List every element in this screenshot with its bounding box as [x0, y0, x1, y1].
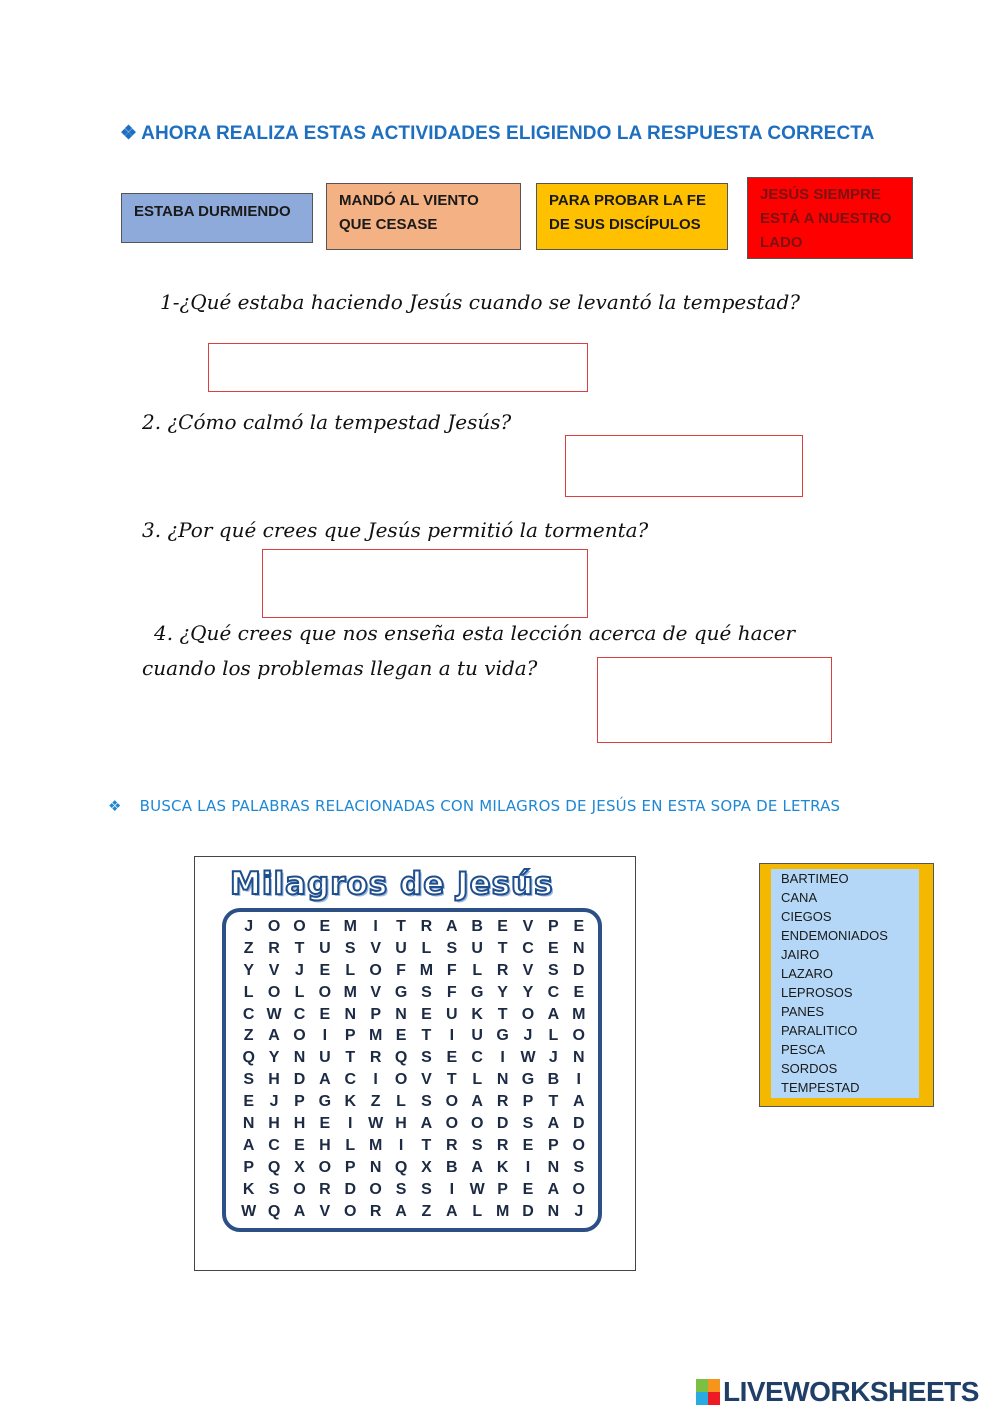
grid-letter[interactable]: A [446, 1202, 458, 1220]
grid-letter[interactable]: S [395, 1180, 407, 1198]
grid-letter[interactable]: S [522, 1115, 534, 1133]
grid-letter[interactable]: N [572, 939, 585, 957]
question-3: 3. ¿Por qué crees que Jesús permitió la tormenta? [142, 518, 649, 542]
grid-letter[interactable]: Y [497, 983, 508, 1001]
grid-letter[interactable]: N [344, 1005, 357, 1023]
grid-letter[interactable]: Y [522, 983, 534, 1001]
grid-letter[interactable]: A [242, 1136, 255, 1154]
grid-letter[interactable]: J [269, 1093, 279, 1111]
grid-letter[interactable]: A [293, 1202, 306, 1220]
grid-letter[interactable]: A [471, 1158, 483, 1176]
grid-letter[interactable]: T [345, 1049, 356, 1067]
grid-letter[interactable]: S [421, 983, 432, 1001]
logo-square [708, 1392, 720, 1405]
grid-letter[interactable]: H [395, 1115, 407, 1133]
liveworksheets-brand [696, 1376, 979, 1408]
grid-letter[interactable]: H [268, 1115, 280, 1133]
grid-letter[interactable]: N [572, 1049, 585, 1067]
grid-letter[interactable]: R [446, 1136, 458, 1154]
grid-letter[interactable]: D [522, 1202, 534, 1220]
grid-letter[interactable]: S [421, 1093, 432, 1111]
grid-letter[interactable]: L [472, 961, 483, 979]
grid-letter[interactable]: O [267, 918, 281, 935]
grid-letter[interactable]: B [471, 918, 483, 935]
wordsearch-title: Milagros de Jesús [230, 866, 554, 902]
grid-letter[interactable]: I [373, 1071, 378, 1089]
grid-letter[interactable]: R [420, 918, 433, 935]
diamond-bullet-icon: ❖ [120, 123, 138, 144]
logo-square [696, 1379, 708, 1392]
answer-drop-zone-2[interactable] [565, 435, 803, 497]
grid-letter[interactable]: G [318, 1093, 332, 1111]
grid-letter[interactable]: O [344, 1202, 357, 1220]
grid-letter[interactable]: Z [370, 1093, 381, 1111]
grid-letter[interactable]: Z [421, 1202, 432, 1220]
grid-letter[interactable]: V [522, 918, 534, 935]
grid-letter[interactable]: B [547, 1071, 560, 1089]
grid-letter[interactable]: E [319, 918, 331, 935]
answer-option-1[interactable] [121, 193, 313, 243]
wordlist-item: PESCA [781, 1042, 826, 1057]
grid-letter[interactable]: Q [394, 1158, 408, 1176]
grid-letter[interactable]: O [318, 1158, 332, 1176]
grid-letter[interactable]: A [547, 1005, 560, 1023]
grid-letter[interactable]: L [396, 1093, 406, 1111]
answer-option-4[interactable] [747, 177, 913, 259]
grid-letter[interactable]: P [548, 918, 559, 935]
grid-letter[interactable]: S [573, 1158, 585, 1176]
grid-letter[interactable]: L [345, 961, 356, 979]
grid-letter[interactable]: C [522, 939, 534, 957]
grid-letter[interactable]: N [242, 1115, 255, 1133]
grid-letter[interactable]: G [394, 983, 408, 1001]
grid-letter[interactable]: A [319, 1071, 331, 1089]
answer-drop-zone-3[interactable] [262, 549, 588, 618]
grid-letter[interactable]: Z [243, 1027, 254, 1045]
grid-letter[interactable]: F [396, 961, 406, 979]
grid-letter[interactable]: E [243, 1093, 255, 1111]
grid-letter[interactable]: U [471, 939, 483, 957]
grid-letter[interactable]: P [370, 1005, 381, 1023]
grid-letter[interactable]: S [548, 961, 559, 979]
option-line: QUE CESASE [339, 216, 438, 233]
grid-letter[interactable]: L [294, 983, 305, 1001]
grid-letter[interactable]: Y [243, 961, 255, 979]
logo-square [708, 1379, 720, 1392]
grid-letter[interactable]: T [497, 939, 508, 957]
grid-letter[interactable]: X [421, 1158, 432, 1176]
grid-letter[interactable]: P [344, 1027, 356, 1045]
grid-letter[interactable]: O [445, 1093, 459, 1111]
wordlist-item: JAIRO [781, 947, 820, 962]
grid-letter[interactable]: I [322, 1027, 328, 1045]
grid-letter[interactable]: P [497, 1180, 508, 1198]
grid-letter[interactable]: F [446, 961, 457, 979]
grid-letter[interactable]: Z [243, 939, 254, 957]
activities-heading-text: AHORA REALIZA ESTAS ACTIVIDADES ELIGIENDO LA RESPUESTA CORRECTA [141, 123, 875, 144]
grid-letter[interactable]: M [572, 1005, 586, 1023]
grid-letter[interactable]: A [420, 1115, 433, 1133]
grid-letter[interactable]: V [370, 939, 381, 957]
grid-letter[interactable]: S [344, 939, 356, 957]
grid-letter[interactable]: O [394, 1071, 408, 1089]
option-line: LADO [760, 234, 803, 251]
grid-letter[interactable]: K [471, 1005, 483, 1023]
grid-letter[interactable]: Q [267, 1158, 281, 1176]
grid-letter[interactable]: U [319, 1049, 331, 1067]
grid-letter[interactable]: E [573, 918, 585, 935]
grid-letter[interactable]: L [421, 939, 432, 957]
grid-letter[interactable]: O [470, 1115, 484, 1133]
grid-letter[interactable]: V [268, 961, 280, 979]
grid-letter[interactable]: D [572, 1115, 585, 1133]
grid-letter[interactable]: A [268, 1027, 280, 1045]
grid-letter[interactable]: T [497, 1005, 508, 1023]
grid-letter[interactable]: A [547, 1180, 560, 1198]
grid-letter[interactable]: I [348, 1115, 353, 1133]
grid-letter[interactable]: E [319, 1115, 331, 1133]
wordsearch-heading [108, 797, 840, 815]
grid-letter[interactable]: L [472, 1202, 483, 1220]
grid-letter[interactable]: P [294, 1093, 305, 1111]
grid-letter[interactable]: L [472, 1071, 483, 1089]
grid-letter[interactable]: C [293, 1005, 306, 1023]
grid-letter[interactable]: A [547, 1115, 560, 1133]
grid-letter[interactable]: O [572, 1136, 585, 1154]
grid-letter[interactable]: I [449, 1180, 455, 1198]
grid-letter[interactable]: E [522, 1136, 534, 1154]
answer-drop-zone-4[interactable] [597, 657, 832, 743]
grid-letter[interactable]: G [521, 1071, 535, 1089]
answer-option-3[interactable] [536, 183, 728, 250]
grid-letter[interactable]: U [319, 939, 331, 957]
grid-letter[interactable]: Q [394, 1049, 408, 1067]
grid-letter[interactable]: I [449, 1027, 455, 1045]
grid-letter[interactable]: N [547, 1158, 560, 1176]
grid-letter[interactable]: K [344, 1093, 357, 1111]
question-1: 1-¿Qué estaba haciendo Jesús cuando se levantó la tempestad? [160, 290, 800, 314]
grid-letter[interactable]: V [522, 961, 534, 979]
grid-letter[interactable]: V [370, 983, 381, 1001]
grid-letter[interactable]: P [243, 1158, 255, 1176]
option-line: ESTÁ A NUESTRO [760, 210, 892, 227]
grid-letter[interactable]: L [243, 983, 254, 1001]
grid-letter[interactable]: J [295, 961, 304, 979]
grid-letter[interactable]: I [576, 1071, 581, 1089]
grid-letter[interactable]: C [344, 1071, 357, 1089]
option-line: DE SUS DISCÍPULOS [549, 216, 701, 233]
grid-letter[interactable]: C [547, 983, 560, 1001]
wordlist-item: PANES [781, 1004, 825, 1019]
grid-letter[interactable]: E [522, 1180, 534, 1198]
grid-letter[interactable]: I [525, 1158, 531, 1176]
grid-letter[interactable]: A [471, 1093, 483, 1111]
wordsearch-grid[interactable] [236, 916, 592, 1222]
option-line: MANDÓ AL VIENTO [339, 192, 479, 209]
grid-letter[interactable]: J [523, 1027, 533, 1045]
answer-drop-zone-1[interactable] [208, 343, 588, 392]
grid-letter[interactable]: E [446, 1049, 458, 1067]
grid-letter[interactable]: E [497, 918, 508, 935]
grid-letter[interactable]: G [470, 983, 484, 1001]
grid-letter[interactable]: O [318, 983, 332, 1001]
grid-letter[interactable]: N [369, 1158, 382, 1176]
grid-letter[interactable]: U [471, 1027, 483, 1045]
grid-letter[interactable]: N [547, 1202, 560, 1220]
wordsearch-heading-text: BUSCA LAS PALABRAS RELACIONADAS CON MILAGROS DE JESÚS EN ESTA SOPA DE LETRAS [139, 797, 841, 815]
grid-letter[interactable]: T [548, 1093, 559, 1111]
grid-letter[interactable]: G [496, 1027, 509, 1045]
grid-letter[interactable]: R [496, 1136, 509, 1154]
grid-letter[interactable]: P [344, 1158, 356, 1176]
grid-letter[interactable]: W [469, 1180, 485, 1198]
wordlist-item: TEMPESTAD [781, 1080, 860, 1095]
grid-letter[interactable]: T [421, 1027, 432, 1045]
grid-letter[interactable]: I [373, 918, 378, 935]
grid-letter[interactable]: R [496, 1093, 509, 1111]
liveworksheets-logo-icon [696, 1379, 720, 1405]
grid-letter[interactable]: V [319, 1202, 331, 1220]
grid-letter[interactable]: D [496, 1115, 509, 1133]
grid-letter[interactable]: C [268, 1136, 280, 1154]
grid-letter[interactable]: O [369, 961, 382, 979]
grid-letter[interactable]: X [294, 1158, 305, 1176]
grid-letter[interactable]: T [421, 1136, 432, 1154]
grid-letter[interactable]: U [446, 1005, 458, 1023]
grid-letter[interactable]: J [548, 1049, 558, 1067]
grid-letter[interactable]: S [446, 939, 458, 957]
grid-letter[interactable]: F [446, 983, 457, 1001]
grid-letter[interactable]: D [293, 1071, 306, 1089]
grid-letter[interactable]: S [268, 1180, 280, 1198]
grid-letter[interactable]: N [496, 1071, 509, 1089]
wordlist-item: LAZARO [781, 966, 834, 981]
grid-letter[interactable]: E [421, 1005, 432, 1023]
grid-letter[interactable]: O [293, 1027, 306, 1045]
grid-letter[interactable]: W [241, 1202, 257, 1220]
wordlist-item: PARALITICO [781, 1023, 858, 1038]
grid-letter[interactable]: S [243, 1071, 255, 1089]
grid-letter[interactable]: R [369, 1049, 382, 1067]
grid-letter[interactable]: V [421, 1071, 432, 1089]
grid-letter[interactable]: L [345, 1136, 356, 1154]
grid-letter[interactable]: O [267, 983, 281, 1001]
grid-letter[interactable]: N [395, 1005, 407, 1023]
question-4-line-2: cuando los problemas llegan a tu vida? [142, 656, 538, 680]
grid-letter[interactable]: A [395, 1202, 407, 1220]
grid-letter[interactable]: H [319, 1136, 331, 1154]
grid-letter[interactable]: H [268, 1071, 280, 1089]
grid-letter[interactable]: O [293, 1180, 306, 1198]
wordlist [781, 869, 888, 1097]
wordlist-item: ENDEMONIADOS [781, 928, 888, 943]
activities-heading [120, 122, 874, 145]
grid-letter[interactable]: E [548, 939, 559, 957]
wordlist-item: SORDOS [781, 1061, 838, 1076]
grid-letter[interactable]: N [293, 1049, 306, 1067]
wordlist-item: CANA [781, 890, 818, 905]
grid-letter[interactable]: Y [268, 1049, 280, 1067]
liveworksheets-brand-text: LIVEWORKSHEETS [723, 1376, 979, 1407]
grid-letter[interactable]: W [368, 1115, 384, 1133]
option-line: PARA PROBAR LA FE [549, 192, 706, 209]
grid-letter[interactable]: P [548, 1136, 559, 1154]
grid-letter[interactable]: M [368, 1027, 383, 1045]
grid-letter[interactable]: E [395, 1027, 407, 1045]
grid-letter[interactable]: Q [267, 1202, 281, 1220]
grid-letter[interactable]: R [369, 1202, 382, 1220]
grid-letter[interactable]: J [574, 1202, 584, 1220]
grid-letter[interactable]: W [520, 1049, 536, 1067]
grid-letter[interactable]: M [343, 983, 357, 1001]
wordlist-item: CIEGOS [781, 909, 832, 924]
grid-letter[interactable]: M [419, 961, 434, 979]
grid-letter[interactable]: H [293, 1115, 306, 1133]
grid-letter[interactable]: D [344, 1180, 357, 1198]
grid-letter[interactable]: P [522, 1093, 534, 1111]
grid-letter[interactable]: S [471, 1136, 483, 1154]
question-4-line-1: 4. ¿Qué crees que nos enseña esta lección acerca de qué hacer [154, 621, 796, 645]
grid-letter[interactable]: I [398, 1136, 404, 1154]
wordlist-item: LEPROSOS [781, 985, 853, 1000]
option-line: JESÚS SIEMPRE [760, 186, 881, 203]
grid-letter[interactable]: J [244, 918, 254, 935]
grid-letter[interactable]: O [445, 1115, 459, 1133]
grid-letter[interactable]: B [446, 1158, 458, 1176]
wordlist-item: BARTIMEO [781, 871, 849, 886]
grid-letter[interactable]: E [294, 1136, 305, 1154]
grid-letter[interactable]: K [496, 1158, 509, 1176]
grid-letter[interactable]: M [368, 1136, 383, 1154]
grid-letter[interactable]: R [496, 961, 509, 979]
grid-letter[interactable]: O [572, 1027, 585, 1045]
grid-letter[interactable]: C [471, 1049, 483, 1067]
grid-letter[interactable]: S [421, 1049, 432, 1067]
grid-letter[interactable]: O [293, 918, 306, 935]
grid-letter[interactable]: A [446, 918, 458, 935]
grid-letter[interactable]: E [319, 1005, 331, 1023]
logo-square [696, 1392, 708, 1405]
grid-letter[interactable]: K [242, 1180, 255, 1198]
grid-letter[interactable]: T [294, 939, 305, 957]
grid-letter[interactable]: R [319, 1180, 331, 1198]
grid-letter[interactable]: W [266, 1005, 282, 1023]
grid-letter[interactable]: O [521, 1005, 535, 1023]
grid-letter[interactable]: E [573, 983, 585, 1001]
grid-letter[interactable]: L [548, 1027, 559, 1045]
grid-letter[interactable]: A [572, 1093, 585, 1111]
option-line: ESTABA DURMIENDO [134, 203, 291, 220]
grid-letter[interactable]: U [395, 939, 407, 957]
grid-letter[interactable]: T [446, 1071, 457, 1089]
grid-letter[interactable]: E [319, 961, 331, 979]
grid-letter[interactable]: S [421, 1180, 432, 1198]
grid-letter[interactable]: Q [242, 1049, 255, 1067]
grid-letter[interactable]: M [495, 1202, 510, 1220]
grid-letter[interactable]: M [343, 918, 357, 935]
grid-letter[interactable]: R [268, 939, 280, 957]
grid-letter[interactable]: O [369, 1180, 382, 1198]
grid-letter[interactable]: T [396, 918, 406, 935]
grid-letter[interactable]: O [572, 1180, 585, 1198]
answer-option-2[interactable] [326, 183, 521, 250]
diamond-bullet-icon: ❖ [108, 797, 122, 815]
question-2: 2. ¿Cómo calmó la tempestad Jesús? [142, 410, 512, 434]
grid-letter[interactable]: C [242, 1005, 255, 1023]
grid-letter[interactable]: D [572, 961, 585, 979]
grid-letter[interactable]: I [500, 1049, 505, 1067]
